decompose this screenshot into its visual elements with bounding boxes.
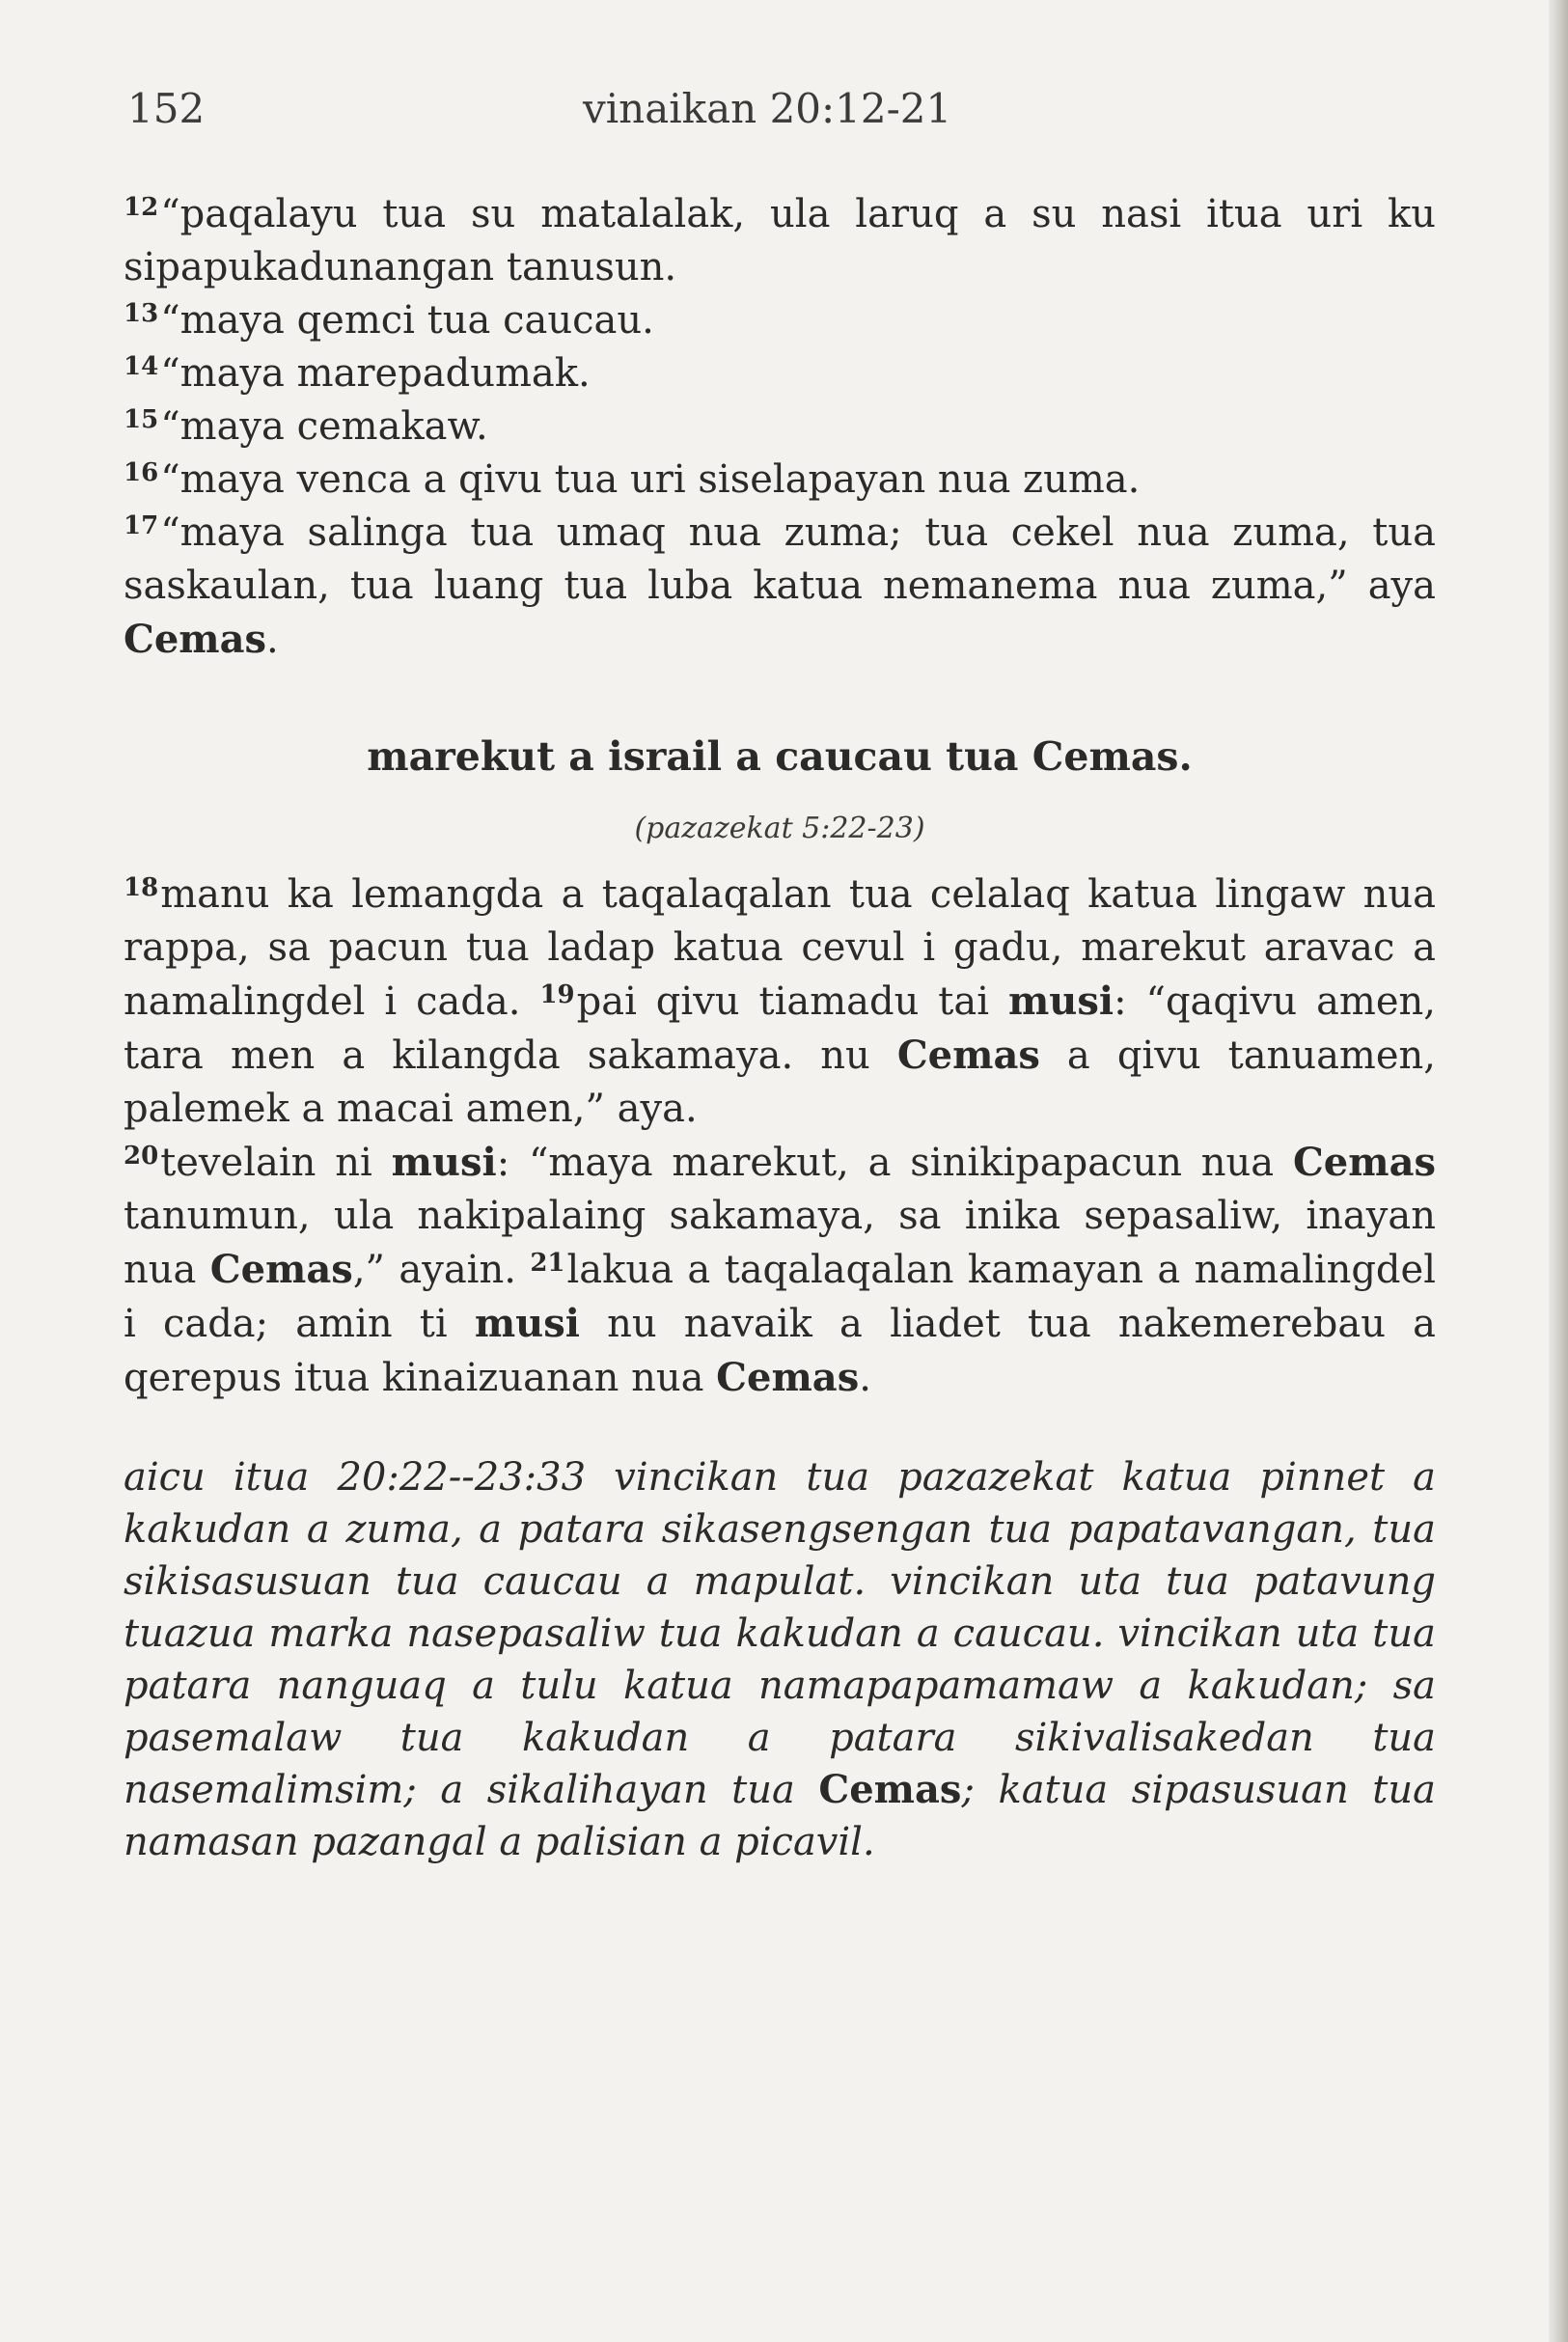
name-musi: musi [474, 1301, 580, 1346]
section-title: marekut a israil a caucau tua Cemas. [367, 733, 1193, 780]
verse-text: a qivu tanuamen, palemek a macai amen,” aya. [124, 1033, 1437, 1131]
page-body [124, 188, 1436, 1907]
verse-text: “maya salinga tua umaq nua zuma; tua cekel nua zuma, tua saskaulan, tua luang tua luba katua nemanema nua zuma,” aya [124, 510, 1436, 608]
note-text: aicu itua 20:22--23:33 vincikan tua pazazekat katua pinnet a kakudan a zuma, a patara sikasengsengan tua papatavangan, tua sikisasusuan tua caucau a mapulat. vincikan uta tua patavung tuazua marka nasepasaliw tua kakudan a caucau. vincikan uta tua patara nanguaq a tulu katua namapapamamaw a kakudan; sa pasemalaw tua kakudan a patara sikivalisakedan tua nasemalimsim; a sikalihayan tua [124, 1455, 1436, 1812]
verse-number: 14 [124, 352, 159, 381]
verse-text: pai qivu tiamadu tai [576, 979, 1008, 1024]
name-musi: musi [391, 1140, 497, 1185]
running-title: vinaikan 20:12-21 [583, 85, 952, 132]
divine-name: Cemas [818, 1767, 962, 1812]
verse-14 [124, 347, 1436, 400]
verse-text: nu navaik a liadet tua nakemerebau a qerepus itua kinaizuanan nua [124, 1302, 1437, 1400]
divine-name: Cemas [1292, 1140, 1436, 1185]
page-number: 152 [127, 85, 206, 132]
verse-text: “maya marepadumak. [160, 351, 591, 396]
verse-13 [124, 294, 1436, 347]
verse-text: tanumun, ula nakipalaing sakamaya, sa inika sepasaliw, inayan nua [124, 1194, 1436, 1292]
divine-name: Cemas [124, 617, 267, 662]
divine-name: Cemas [896, 1033, 1040, 1078]
verse-text: “maya qemci tua caucau. [160, 298, 654, 343]
name-musi: musi [1007, 978, 1114, 1024]
verse-number: 12 [124, 193, 159, 222]
verse-text: tevelain ni [160, 1141, 392, 1185]
verse-number: 13 [124, 299, 159, 328]
verse-text: ,” ayain. [352, 1248, 531, 1292]
paragraph-20-21 [124, 1136, 1436, 1405]
verse-number: 16 [124, 458, 159, 487]
verse-text: : “qaqivu amen, tara men a kilangda sakamaya. nu [124, 979, 1437, 1078]
section-reference: (pazazekat 5:22-23) [634, 812, 925, 845]
verse-number: 17 [124, 511, 159, 540]
verse-number: 15 [124, 405, 159, 434]
section-note [124, 1451, 1436, 1868]
verse-text: “maya cemakaw. [160, 404, 488, 449]
verse-number: 21 [530, 1249, 565, 1278]
divine-name: Cemas [716, 1355, 860, 1400]
verse-text: : “maya marekut, a sinikipapacun nua [496, 1141, 1293, 1185]
verse-text: . [266, 618, 279, 662]
divine-name: Cemas [209, 1247, 353, 1292]
verse-17 [124, 507, 1436, 667]
verse-text: . [859, 1356, 871, 1400]
verse-number: 19 [539, 980, 575, 1009]
verse-number: 20 [124, 1142, 159, 1171]
note-text: ; katua sipasusuan tua namasan pazangal a palisian a picavil. [124, 1768, 1436, 1864]
paragraph-18-19 [124, 868, 1436, 1136]
verse-12 [124, 188, 1436, 294]
page-header [124, 85, 1436, 143]
verse-text: manu ka lemangda a taqalaqalan tua celalaq katua lingaw nua rappa, sa pacun tua ladap katua cevul i gadu, marekut aravac a namalingdel i cada. [124, 872, 1436, 1024]
verse-text: lakua a taqalaqalan kamayan a namalingdel i cada; amin ti [124, 1248, 1437, 1346]
verse-text: “paqalayu tua su matalalak, ula laruq a su nasi itua uri ku sipapukadunangan tanusun. [124, 192, 1436, 289]
verse-16 [124, 454, 1436, 507]
page-edge [1549, 0, 1568, 2342]
verse-number: 18 [124, 873, 159, 902]
verse-15 [124, 400, 1436, 454]
verse-text: “maya venca a qivu tua uri siselapayan nua zuma. [160, 457, 1141, 502]
